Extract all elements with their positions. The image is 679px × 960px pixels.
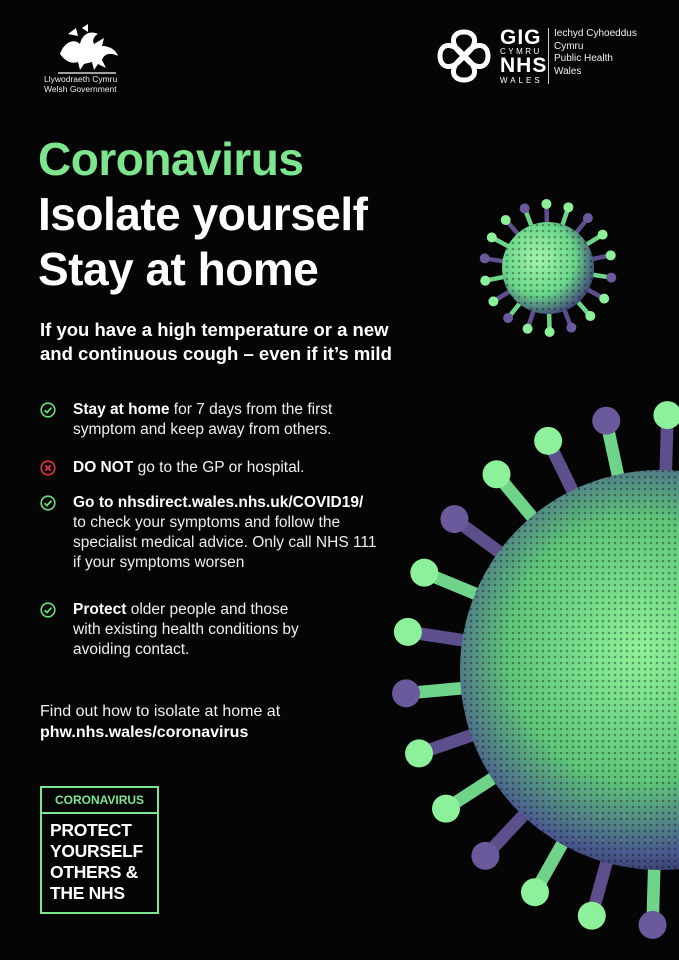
virus-spike-head: [639, 911, 667, 939]
logo-divider: [548, 28, 549, 84]
advice-bold: Stay at home: [73, 401, 170, 418]
virus-spike-head: [534, 427, 562, 455]
virus-spike-head: [563, 202, 573, 212]
virus-spike-head: [392, 679, 420, 707]
virus-spike-head: [583, 213, 593, 223]
phw-line-1: Iechyd Cyhoeddus: [554, 28, 637, 39]
virus-spike-head: [488, 296, 498, 306]
nhs-gig-text: GIG: [500, 26, 542, 49]
virus-spike-head: [566, 323, 576, 333]
nhs-wales-logo: [436, 24, 666, 88]
symptoms-subheading: [40, 318, 480, 366]
advice-text: [73, 493, 377, 573]
virus-spike-head: [523, 324, 533, 334]
advice-rest: for 7 days from the first: [169, 401, 333, 418]
dragon-icon: [54, 24, 122, 74]
nhs-text: NHS: [500, 54, 548, 77]
badge-title: CORONAVIRUS: [54, 793, 145, 807]
virus-spike-head: [541, 199, 551, 209]
badge-message: [50, 820, 143, 904]
advice-line: to check your symptoms and follow the: [73, 514, 341, 531]
check-circle-icon: [40, 495, 56, 511]
virus-spike-head: [520, 203, 530, 213]
badge-divider: [42, 812, 157, 814]
virus-spike-head: [480, 253, 490, 263]
badge-line-3: OTHERS &: [50, 862, 139, 882]
advice-bold: DO NOT: [73, 459, 134, 476]
virus-spike-head: [503, 313, 513, 323]
virus-spike-head: [606, 250, 616, 260]
virus-spike-head: [483, 460, 511, 488]
virus-spike-head: [585, 311, 595, 321]
badge-line-4: THE NHS: [50, 883, 125, 903]
advice-rest: older people and those: [126, 601, 289, 618]
virus-spike-head: [471, 842, 499, 870]
welsh-gov-welsh-name: Llywodraeth Cymru: [44, 74, 118, 84]
page-title: [38, 132, 367, 297]
advice-line: avoiding contact.: [73, 641, 190, 658]
phw-line-3: Public Health: [554, 53, 613, 64]
badge-line-1: PROTECT: [50, 820, 132, 840]
virus-spike-head: [592, 407, 620, 435]
nhs-wales-text: WALES: [500, 76, 543, 85]
advice-rest: go to the GP or hospital.: [133, 459, 305, 476]
badge-line-2: YOURSELF: [50, 841, 143, 861]
virus-spike-head: [521, 878, 549, 906]
virus-texture: [502, 222, 594, 314]
virus-spike-head: [501, 215, 511, 225]
advice-bold: Protect: [73, 601, 127, 618]
advice-line: if your symptoms worsen: [73, 554, 245, 571]
welsh-government-logo: [44, 24, 144, 94]
virus-spike-head: [432, 795, 460, 823]
check-circle-icon: [40, 402, 56, 418]
title-coronavirus: Coronavirus: [38, 133, 304, 185]
cross-circle-icon: [40, 460, 56, 476]
protect-badge: [40, 786, 159, 914]
subheading-line-1: If you have a high temperature or a new: [40, 319, 389, 340]
virus-spike-head: [578, 902, 606, 930]
advice-bold: Go to nhsdirect.wales.nhs.uk/COVID19/: [73, 494, 364, 511]
subheading-line-2: and continuous cough – even if it’s mild: [40, 343, 392, 364]
virus-spike-head: [405, 739, 433, 767]
virus-spike-head: [440, 505, 468, 533]
advice-line: with existing health conditions by: [73, 621, 299, 638]
welsh-gov-english-name: Welsh Government: [44, 84, 117, 94]
virus-spike-head: [480, 276, 490, 286]
title-isolate-yourself: Isolate yourself: [38, 188, 368, 240]
find-out-text: Find out how to isolate at home at: [40, 703, 281, 720]
nhs-cymru-text: CYMRU: [500, 47, 542, 56]
virus-spike-head: [598, 230, 608, 240]
phw-line-4: Wales: [554, 65, 582, 77]
advice-line: specialist medical advice. Only call NHS 111: [73, 534, 377, 551]
find-out-more: [40, 701, 280, 743]
title-stay-at-home: Stay at home: [38, 243, 319, 295]
virus-spike-head: [394, 618, 422, 646]
virus-spike-head: [487, 232, 497, 242]
advice-text: [73, 458, 304, 478]
virus-spike-head: [545, 327, 555, 337]
advice-line: symptom and keep away from others.: [73, 421, 332, 438]
virus-texture: [460, 470, 679, 870]
virus-spike-head: [599, 294, 609, 304]
advice-text: [73, 600, 299, 660]
virus-spike-head: [410, 559, 438, 587]
phw-line-2: Cymru: [554, 40, 584, 52]
check-circle-icon: [40, 602, 56, 618]
virus-spike-head: [653, 401, 679, 429]
advice-text: [73, 400, 332, 440]
celtic-knot-icon: [436, 28, 492, 84]
virus-spike-head: [606, 273, 616, 283]
phw-coronavirus-link[interactable]: phw.nhs.wales/coronavirus: [40, 724, 249, 741]
public-health-wales-name: [554, 28, 637, 78]
